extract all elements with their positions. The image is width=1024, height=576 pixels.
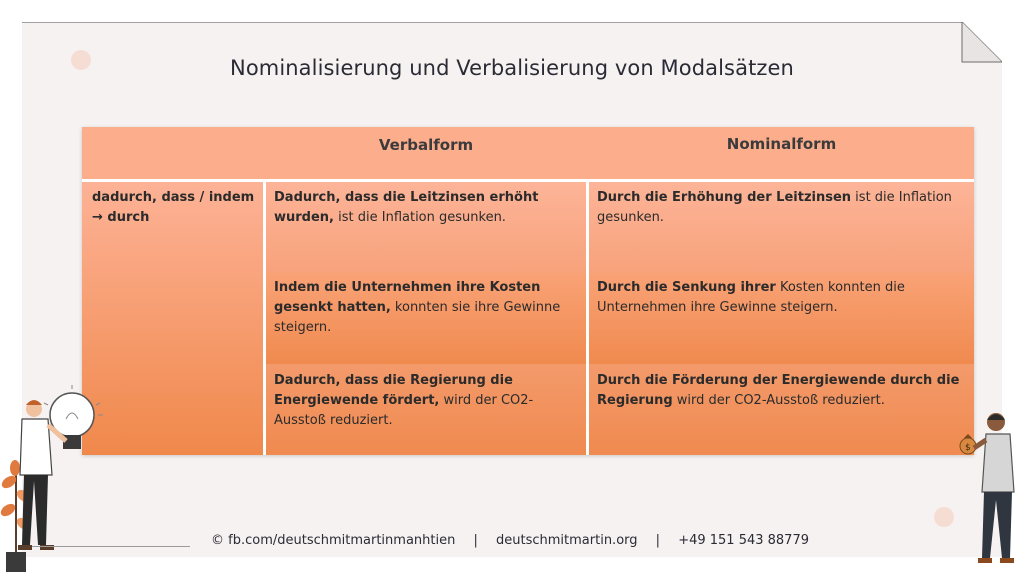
nominal-rest-1: ist die Inflation gesunken.: [597, 190, 952, 225]
header-empty: [82, 127, 263, 179]
man-with-money-bag-illustration: [954, 408, 1024, 568]
footer-separator: |: [473, 533, 478, 548]
footer-facebook-link[interactable]: © fb.com/deutschmitmartinmanhtien: [211, 533, 456, 548]
nominal-cell-3: [597, 371, 962, 411]
verbal-bold-3: Dadurch, dass die Regierung die Energiewende fördert,: [274, 373, 513, 408]
nominal-bold-3: Durch die Förderung der Energiewende durch die Regierung: [597, 373, 960, 408]
page-title: Nominalisierung und Verbalisierung von Modalsätzen: [230, 56, 794, 80]
verbal-cell-2: [274, 278, 579, 338]
verbal-cell-1: [274, 188, 574, 228]
nominal-cell-2: [597, 278, 927, 318]
decor-dot-bottom-right: [934, 507, 954, 527]
nominal-rest-3: wird der CO2-Ausstoß reduziert.: [672, 393, 885, 408]
table-header: [82, 127, 974, 179]
nominal-cell-1: [597, 188, 962, 228]
money-bag-icon: [960, 434, 976, 454]
nominal-bold-2: Durch die Senkung ihrer: [597, 280, 776, 295]
footer-phone: +49 151 543 88779: [678, 533, 809, 548]
nominal-bold-1: Durch die Erhöhung der Leitzinsen: [597, 190, 852, 205]
verbal-rest-1: ist die Inflation gesunken.: [334, 210, 506, 225]
column-divider: [263, 182, 266, 455]
header-verbalform: Verbalform: [378, 136, 474, 154]
footer-rule: [32, 546, 190, 547]
verbal-rest-3: wird der CO2-Ausstoß reduziert.: [274, 393, 534, 428]
footer-website-link[interactable]: deutschmitmartin.org: [496, 533, 638, 548]
rule-label: [92, 188, 257, 228]
footer: [190, 533, 830, 548]
lightbulb-icon: [44, 385, 103, 449]
column-divider: [586, 182, 589, 455]
nominal-rest-2: Kosten konnten die Unternehmen ihre Gewinne steigern.: [597, 280, 905, 315]
modal-clause-table: [82, 127, 974, 455]
footer-separator: |: [655, 533, 661, 548]
verbal-rest-2: konnten sie ihre Gewinne steigern.: [274, 300, 561, 335]
verbal-bold-2: Indem die Unternehmen ihre Kosten gesenkt hatten,: [274, 280, 541, 315]
rule-label-text: dadurch, dass / indem → durch: [92, 190, 255, 225]
header-nominalform: Nominalform: [726, 135, 837, 153]
verbal-cell-3: [274, 371, 564, 431]
verbal-bold-1: Dadurch, dass die Leitzinsen erhöht wurden,: [274, 190, 539, 225]
svg-text:$: $: [965, 443, 971, 453]
man-with-lightbulb-illustration: [8, 385, 118, 555]
